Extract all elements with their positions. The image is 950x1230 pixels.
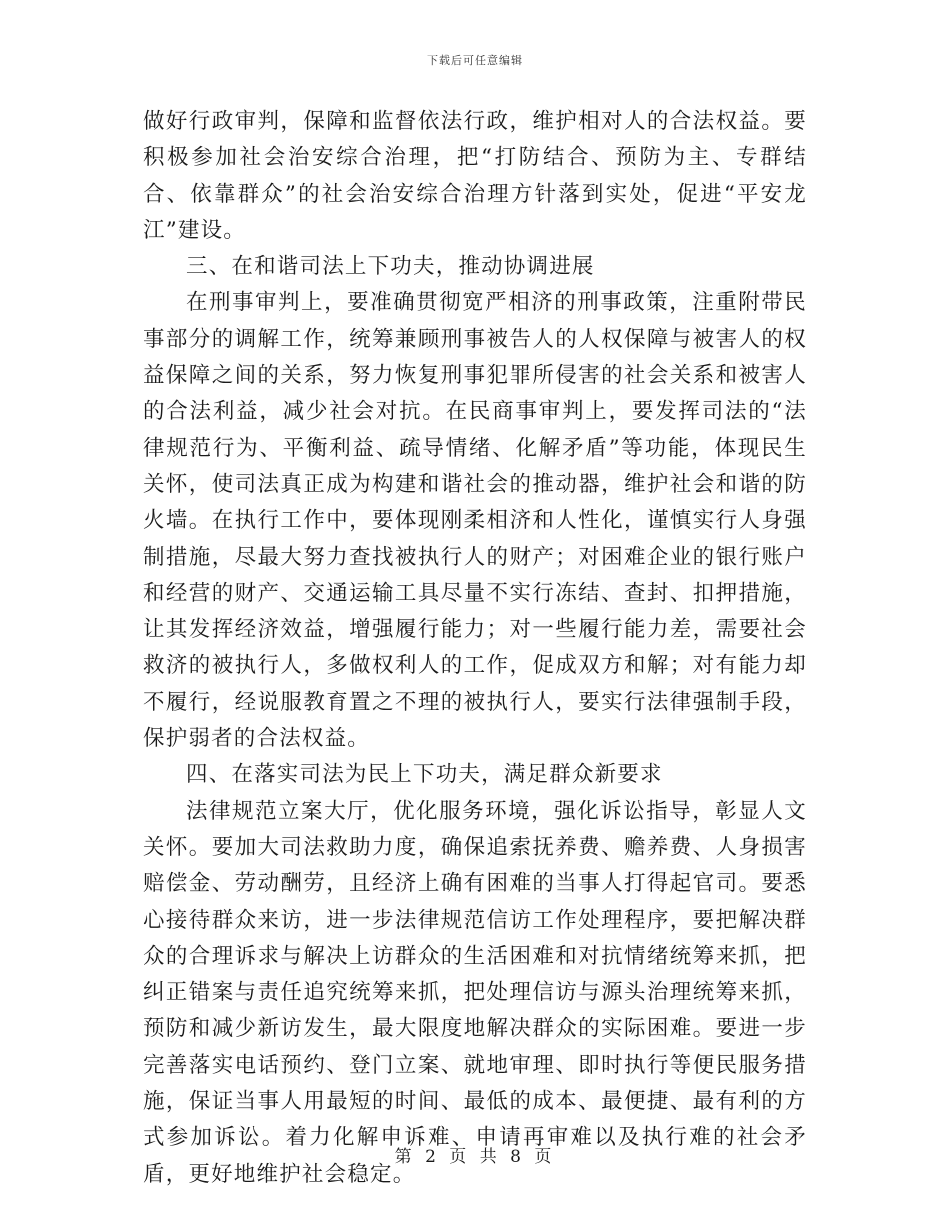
header-note: 下载后可任意编辑	[427, 54, 523, 67]
section-heading-3: 三、在和谐司法上下功夫，推动协调进展	[186, 254, 595, 280]
paragraph-judicial-service: 法律规范立案大厅，优化服务环境，强化诉讼指导，彰显人文关怀。要加大司法救助力度，确保追索抚养费、赡养费、人身损害赔偿金、劳动酬劳，且经济上确有困难的当事人打得起官司。要悉心接待群众来访，进一步法律规范信访工作处理程序，要把解决群众的合理诉求与解决上访群众的生活困难和对抗情绪统筹来抓，把纠正错案与责任追究统筹来抓，把处理信访与源头治理统筹来抓，预防和减少新访发生，最大限度地解决群众的实际困难。要进一步完善落实电话预约、登门立案、就地审理、即时执行等便民服务措施，保证当事人用最短的时间、最低的成本、最便捷、最有利的方式参加诉讼。着力化解申诉难、申请再审难以及执行难的社会矛盾，更好地维护社会稳定。	[143, 798, 807, 1187]
paragraph-criminal-civil-enforcement: 在刑事审判上，要准确贯彻宽严相济的刑事政策，注重附带民事部分的调解工作，统筹兼顾刑事被告人的人权保障与被害人的权益保障之间的关系，努力恢复刑事犯罪所侵害的社会关系和被害人的合法利益，减少社会对抗。在民商事审判上，要发挥司法的“法律规范行为、平衡利益、疏导情绪、化解矛盾”等功能，体现民生关怀，使司法真正成为构建和谐社会的推动器，维护社会和谐的防火墙。在执行工作中，要体现刚柔相济和人性化，谨慎实行人身强制措施，尽最大努力查找被执行人的财产；对困难企业的银行账户和经营的财产、交通运输工具尽量不实行冻结、查封、扣押措施，让其发挥经济效益，增强履行能力；对一些履行能力差，需要社会救济的被执行人，多做权利人的工作，促成双方和解；对有能力却不履行，经说服教育置之不理的被执行人，要实行法律强制手段，保护弱者的合法权益。	[143, 290, 807, 752]
paragraph-continued: 做好行政审判，保障和监督依法行政，维护相对人的合法权益。要积极参加社会治安综合治理，把“打防结合、预防为主、专群结合、依靠群众”的社会治安综合治理方针落到实处，促进“平安龙江”建设。	[143, 109, 807, 243]
page-number: 第 2 页 共 8 页	[394, 1147, 556, 1167]
section-heading-4: 四、在落实司法为民上下功夫，满足群众新要求	[186, 762, 663, 788]
document-body	[143, 104, 807, 1193]
